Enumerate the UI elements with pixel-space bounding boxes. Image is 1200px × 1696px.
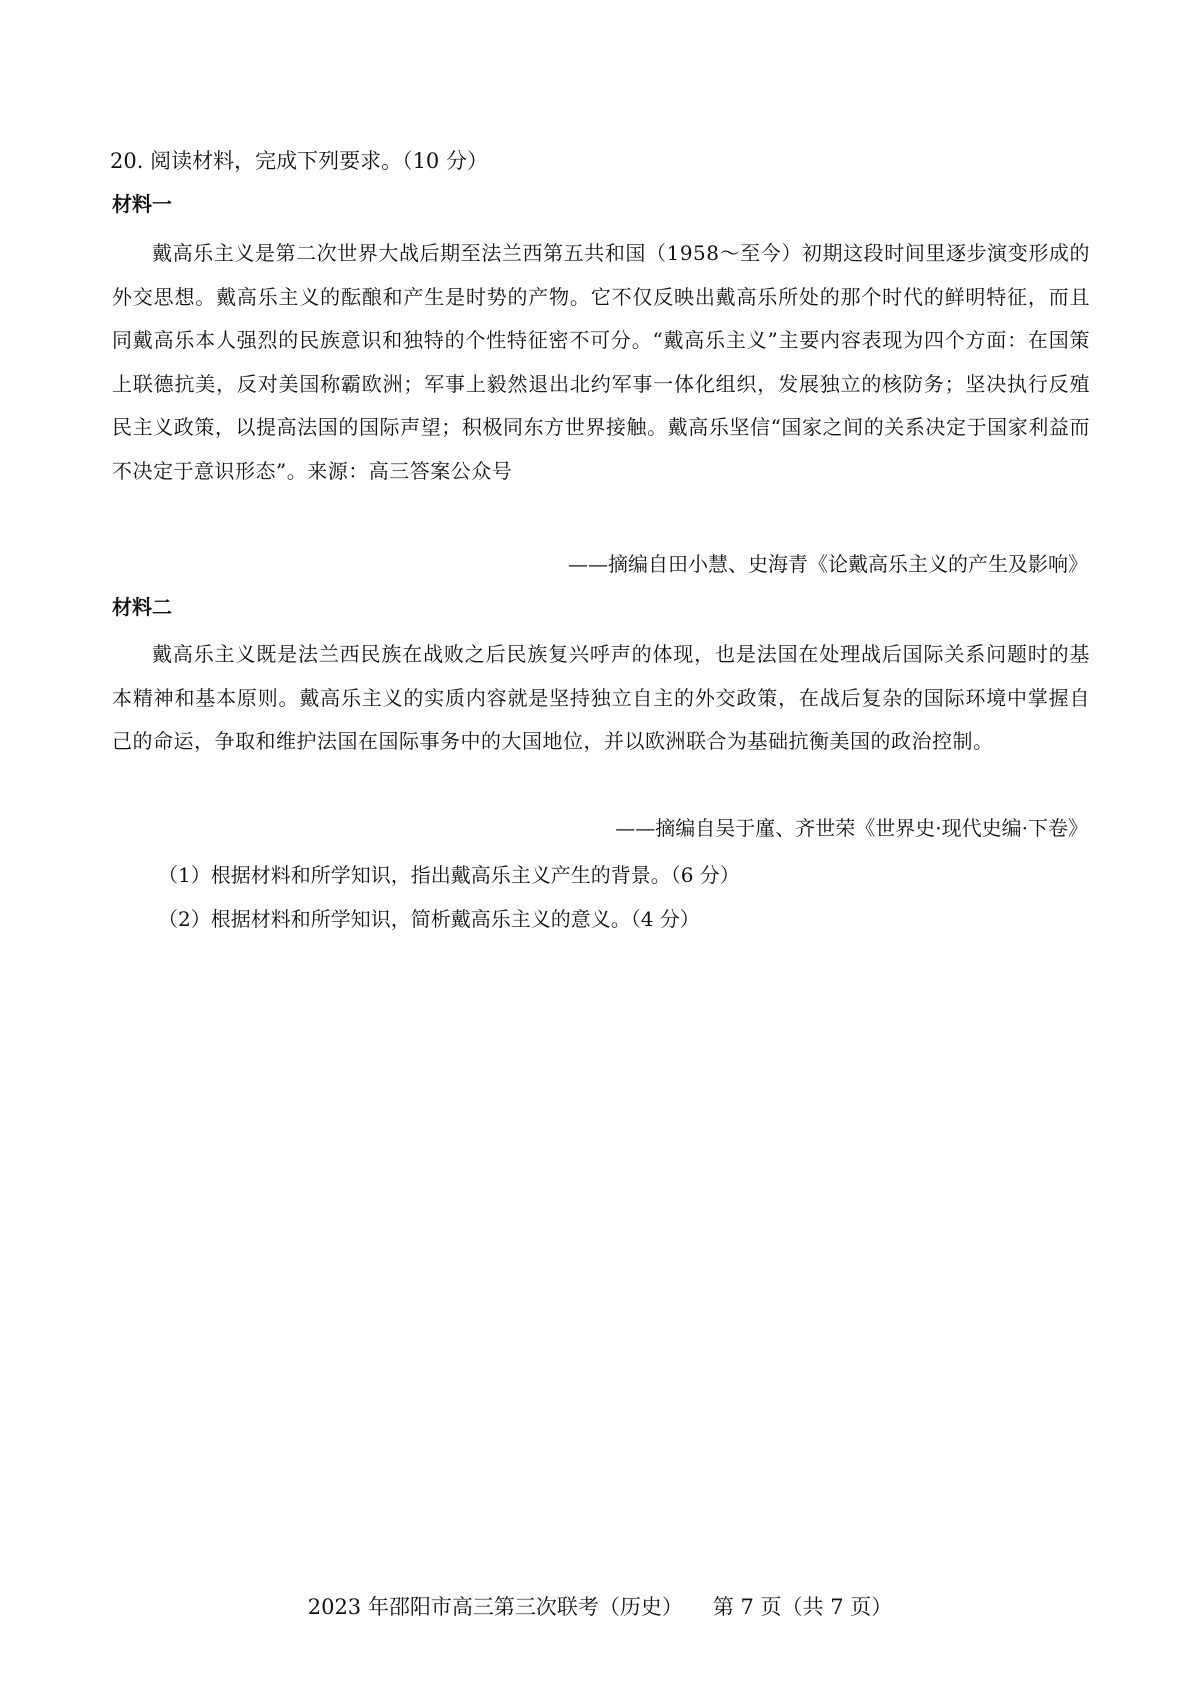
material-one-heading: 材料一 bbox=[112, 192, 172, 216]
material-two-body: 戴高乐主义既是法兰西民族在战败之后民族复兴呼声的体现，也是法国在处理战后国际关系问题时的基本精神和基本原则。戴高乐主义的实质内容就是坚持独立自主的外交政策，在战后复杂的国际环境中掌握自己的命运，争取和维护法国在国际事务中的大国地位，并以欧洲联合为基础抗衡美国的政治控制。 bbox=[112, 642, 1090, 753]
sub-question-1: （1）根据材料和所学知识，指出戴高乐主义产生的背景。（6 分） bbox=[158, 863, 740, 887]
material-two-source: ——摘编自吴于廑、齐世荣《世界史·现代史编·下卷》 bbox=[615, 816, 1088, 840]
material-one-body: 戴高乐主义是第二次世界大战后期至法兰西第五共和国（1958～至今）初期这段时间里逐步演变形成的外交思想。戴高乐主义的酝酿和产生是时势的产物。它不仅反映出戴高乐所处的那个时代的鲜明特征，而且同戴高乐本人强烈的民族意识和独特的个性特征密不可分。“戴高乐主义”主要内容表现为四个方面：在国策上联德抗美，反对美国称霸欧洲；军事上毅然退出北约军事一体化组织，发展独立的核防务；坚决执行反殖民主义政策，以提高法国的国际声望；积极同东方世界接触。戴高乐坚信“国家之间的关系决定于国家利益而不决定于意识形态”。来源：高三答案公众号 bbox=[112, 241, 1090, 483]
material-two-heading: 材料二 bbox=[112, 595, 172, 619]
question-title: 20. 阅读材料，完成下列要求。（10 分） bbox=[110, 149, 488, 173]
footer-page-number: 第 7 页（共 7 页） bbox=[712, 1595, 893, 1619]
page-footer bbox=[0, 1592, 1200, 1622]
footer-exam-title: 2023 年邵阳市高三第三次联考（历史） bbox=[307, 1595, 683, 1619]
material-one-source: ——摘编自田小慧、史海青《论戴高乐主义的产生及影响》 bbox=[568, 552, 1088, 576]
sub-question-2: （2）根据材料和所学知识，简析戴高乐主义的意义。（4 分） bbox=[158, 907, 700, 931]
